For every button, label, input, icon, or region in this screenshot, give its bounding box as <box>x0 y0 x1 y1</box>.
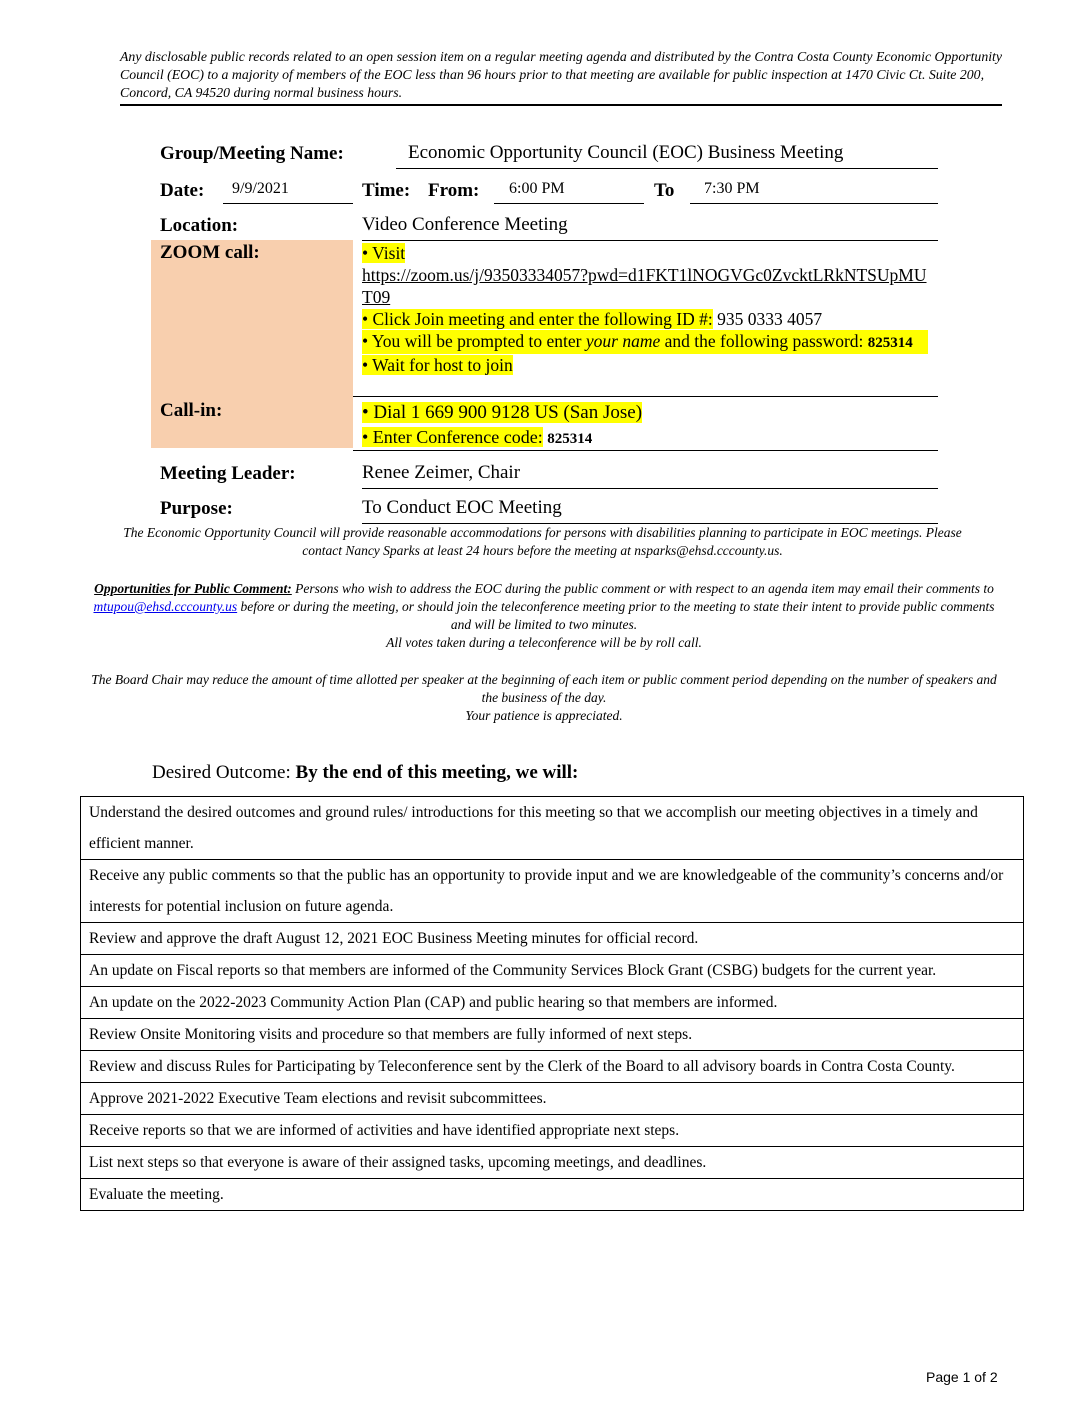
header-divider <box>120 104 1002 106</box>
meeting-leader-label: Meeting Leader: <box>160 463 296 484</box>
outcome-cell: Receive reports so that we are informed of activities and have identified appropriate next steps. <box>81 1115 1024 1147</box>
purpose-value: To Conduct EOC Meeting <box>362 497 938 524</box>
zoom-join-step: • Click Join meeting and enter the following ID #: <box>362 309 713 329</box>
chair-time-note <box>90 671 998 725</box>
desired-outcome-heading <box>152 762 578 784</box>
call-in-instructions <box>362 400 928 452</box>
table-row <box>81 1179 1024 1211</box>
desired-outcome-label: Desired Outcome: <box>152 762 291 783</box>
table-row <box>81 797 1024 860</box>
from-time-value: 6:00 PM <box>494 180 644 204</box>
call-in-bottom-rule <box>353 450 938 451</box>
zoom-prompt-name: your name <box>585 331 661 351</box>
desired-outcome-lead: By the end of this meeting, we will: <box>295 762 579 783</box>
call-in-code-label: • Enter Conference code: <box>362 427 543 447</box>
meeting-name-value: Economic Opportunity Council (EOC) Business Meeting <box>396 142 938 169</box>
public-comment-email-link[interactable]: mtupou@ehsd.cccounty.us <box>93 599 238 614</box>
chair-note-text: The Board Chair may reduce the amount of time allotted per speaker at the beginning of each item or public comment period depending on the number of speakers and the business of the day. <box>91 672 997 705</box>
outcome-cell: An update on the 2022-2023 Community Action Plan (CAP) and public hearing so that members are informed. <box>81 987 1024 1019</box>
outcome-cell: Review Onsite Monitoring visits and procedure so that members are fully informed of next steps. <box>81 1019 1024 1051</box>
time-label: Time: <box>362 180 411 201</box>
outcome-cell: Understand the desired outcomes and ground rules/ introductions for this meeting so that we accomplish our meeting objectives in a timely and efficient manner. <box>81 797 1024 860</box>
zoom-instructions <box>362 242 928 376</box>
public-comment-text-a: Persons who wish to address the EOC during the public comment or with respect to an agenda item may email their comments to <box>295 581 994 596</box>
zoom-prompt-text: • You will be prompted to enter <box>362 331 582 351</box>
table-row <box>81 923 1024 955</box>
call-in-label: Call-in: <box>160 400 223 421</box>
public-comment-heading: Opportunities for Public Comment: <box>94 581 292 596</box>
zoom-link[interactable]: https://zoom.us/j/93503334057?pwd=d1FKT1lNOGVGc0ZvcktLRkNTSUpMUT09 <box>362 265 927 307</box>
outcome-cell: Review and discuss Rules for Participating by Teleconference sent by the Clerk of the Board to all advisory boards in Contra Costa County. <box>81 1051 1024 1083</box>
public-records-notice: Any disclosable public records related to an open session item on a regular meeting agenda and distributed by the Contra Costa County Economic Opportunity Council (EOC) to a majority of members of the EOC less than 96 hours prior to that meeting are available for public inspection at 1470 Civic Ct. Suite 200, Concord, CA 94520 during normal business hours. <box>120 49 1003 100</box>
purpose-label: Purpose: <box>160 498 233 519</box>
patience-note: Your patience is appreciated. <box>465 708 623 723</box>
accommodation-note: The Economic Opportunity Council will provide reasonable accommodations for persons with disabilities planning to participate in EOC meetings. Please contact Nancy Sparks at least 24 hours before the meeting at nsparks@ehsd.cccounty.us. <box>123 525 962 558</box>
date-label: Date: <box>160 180 205 201</box>
zoom-meeting-id: 935 0333 4057 <box>717 309 823 329</box>
location-value: Video Conference Meeting <box>362 214 938 241</box>
table-row <box>81 987 1024 1019</box>
outcome-cell: An update on Fiscal reports so that members are informed of the Community Services Block Grant (CSBG) budgets for the current year. <box>81 955 1024 987</box>
call-in-dial: • Dial 1 669 900 9128 US (San Jose) <box>362 402 643 423</box>
outcome-cell: Review and approve the draft August 12, 2021 EOC Business Meeting minutes for official record. <box>81 923 1024 955</box>
roll-call-note: All votes taken during a teleconference will be by roll call. <box>386 635 702 650</box>
zoom-prompt-text-b: and the following password: <box>664 331 864 351</box>
page-number: Page 1 of 2 <box>926 1369 998 1385</box>
zoom-callin-divider <box>353 396 938 397</box>
table-row <box>81 1147 1024 1179</box>
to-time-value: 7:30 PM <box>690 180 938 204</box>
outcome-cell: Receive any public comments so that the public has an opportunity to provide input and we are knowledgeable of the community’s concerns and/or interests for potential inclusion on future agenda. <box>81 860 1024 923</box>
zoom-visit-step: • Visit <box>362 243 406 263</box>
public-comment-text-b: before or during the meeting, or should join the teleconference meeting prior to the meeting to state their intent to provide public comments and will be limited to two minutes. <box>240 599 995 632</box>
outcome-cell: Approve 2021-2022 Executive Team elections and revisit subcommittees. <box>81 1083 1024 1115</box>
table-row <box>81 955 1024 987</box>
desired-outcomes-table <box>80 796 1024 1211</box>
table-row <box>81 1051 1024 1083</box>
call-in-code: 825314 <box>547 431 593 447</box>
location-label: Location: <box>160 215 239 236</box>
to-label: To <box>654 180 675 201</box>
from-label: From: <box>428 180 480 201</box>
meeting-leader-value: Renee Zeimer, Chair <box>362 462 938 489</box>
outcome-cell: List next steps so that everyone is aware of their assigned tasks, upcoming meetings, and deadlines. <box>81 1147 1024 1179</box>
zoom-call-label: ZOOM call: <box>160 242 260 263</box>
zoom-wait-step: • Wait for host to join <box>362 355 513 375</box>
table-row <box>81 1019 1024 1051</box>
table-row <box>81 1115 1024 1147</box>
meeting-name-label: Group/Meeting Name: <box>160 143 344 164</box>
date-value: 9/9/2021 <box>223 180 353 204</box>
zoom-password-step <box>362 330 928 354</box>
table-row <box>81 1083 1024 1115</box>
outcome-cell: Evaluate the meeting. <box>81 1179 1024 1211</box>
zoom-password: 825314 <box>867 335 913 351</box>
table-row <box>81 860 1024 923</box>
public-comment-section <box>90 580 998 652</box>
